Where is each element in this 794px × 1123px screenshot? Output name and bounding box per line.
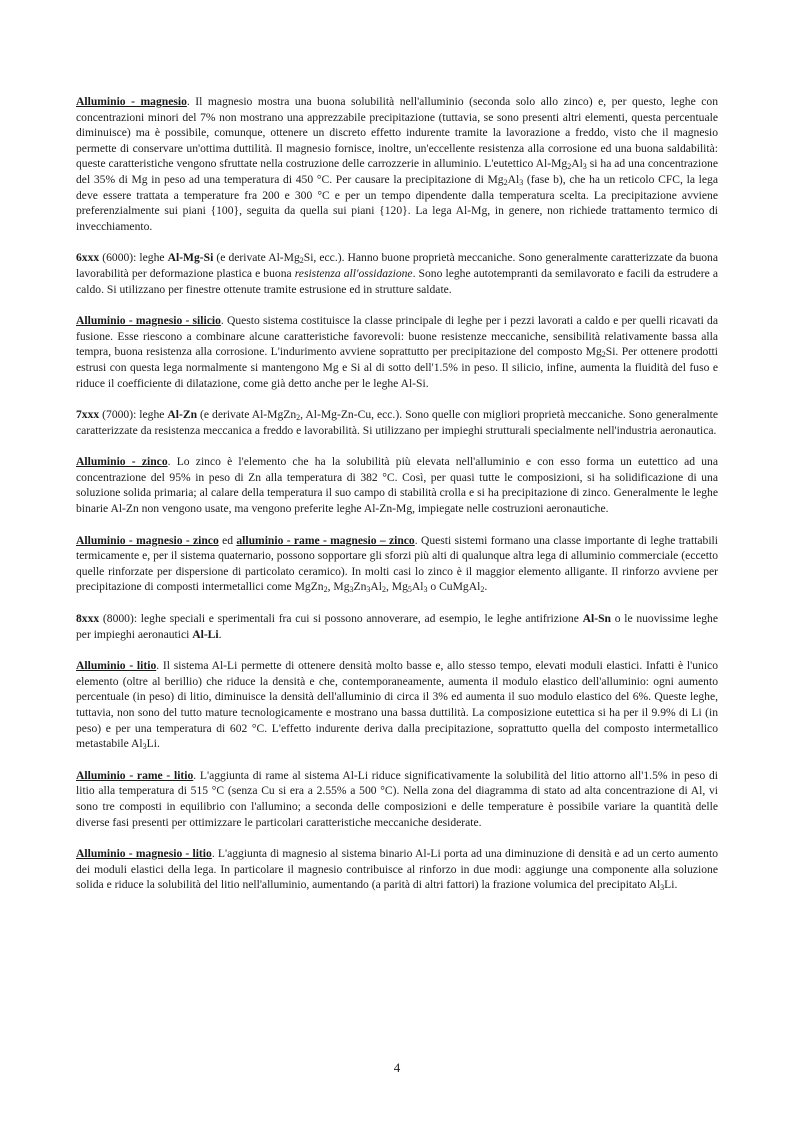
paragraph-al-mg-zn (76, 533, 718, 595)
text: si ha ad una concentrazione del 35% di Mg in peso ad una temperatura di 450 °C. Per causare la precipitazione di Mg (76, 157, 719, 186)
text: . Sono leghe autotempranti da semilavorato e facili da estrudere a caldo. Si utilizzano per finestre ottenute tramite estrusione ed in strutture saldate. (76, 266, 719, 296)
subscript: 2 (381, 585, 386, 595)
section-title-2: alluminio - rame - magnesio – zinco (236, 533, 415, 547)
text: . Questo sistema costituisce la classe principale di leghe per i pezzi lavorati a caldo e per quelli ricavati da fusione. Esse riescono a combinare alcune caratteristiche favorevoli: buone resistenze meccaniche, sensibilità relativamente bassa alla tempra, buona resistenza alla corrosione. L'indurimento avviene soprattutto per precipitazione del composto Mg (76, 314, 718, 359)
section-title: Alluminio - rame - litio (76, 768, 194, 782)
alloy-name: Al-Mg-Si (167, 251, 214, 265)
alloy-name: Al-Zn (167, 408, 198, 422)
series-title: 7xxx (76, 408, 100, 422)
text: . (484, 580, 488, 594)
paragraph-al-cu-li (76, 768, 718, 830)
section-title: Alluminio - zinco (76, 455, 168, 469)
paragraph-6xxx (76, 250, 718, 297)
text: (e derivate Al-MgZn (197, 408, 297, 422)
text: Si. Per ottenere prodotti estrusi con questa lega normalmente si mantengono Mg e Si al di sotto dell'1.5% in peso. Il silicio, infine, aumenta la fluidità del fuso e riduce il coefficiente di dilatazione, come già detto anche per le leghe Al-Si. (76, 345, 719, 390)
paragraph-al-zn (76, 454, 718, 516)
paragraph-8xxx (76, 611, 718, 642)
text: , Mg (327, 580, 350, 594)
subscript: 3 (660, 883, 665, 893)
text: (8000): leghe speciali e sperimentali fra cui si possono annoverare, ad esempio, le leghe antifrizione (99, 612, 583, 626)
paragraph-al-mg-si (76, 313, 718, 391)
section-title: Alluminio - magnesio - zinco (76, 533, 219, 547)
paragraph-7xxx (76, 407, 718, 438)
text: Al (507, 172, 520, 186)
text: . L'aggiunta di magnesio al sistema binario Al-Li porta ad una diminuzione di densità e ad un certo aumento dei moduli elastici della lega. In particolare il magnesio contribuisce al rinforzo in due modi: aggiunge una componente alla soluzione solida e riduce la solubilità del litio nell'alluminio, aumentando (a parità di altri fattori) la frazione volumica del precipitato Al (76, 847, 718, 892)
alloy-name: Al-Li (192, 627, 219, 641)
subscript: 2 (567, 162, 572, 172)
series-title: 6xxx (76, 251, 100, 265)
italic-text: resistenza all'ossidazione (294, 266, 413, 280)
paragraph-al-mg (76, 94, 718, 234)
text: . Lo zinco è l'elemento che ha la solubilità più elevata nell'alluminio e con esso forma un eutettico ad una concentrazione del 95% in peso di Zn alla temperatura di 382 °C. Così, per quasi tutte le composizioni, si ha solidificazione di una soluzione solida primaria; al calare della temperatura il suo campo di stabilità crolla e si ha precipitazione di zinco. Generalmente le leghe binarie Al-Zn non vengono usate, ma vengono preferite leghe Al-Zn-Mg, impiegate nelle costruzioni aeronautiche. (76, 455, 718, 516)
text: . (218, 627, 222, 641)
text: Li. (664, 878, 678, 892)
text: (6000): leghe (99, 251, 168, 265)
document-page (76, 94, 718, 909)
section-title: Alluminio - litio (76, 659, 157, 673)
text: Zn (353, 580, 367, 594)
subscript: 5 (407, 585, 412, 595)
text: Li. (146, 737, 160, 751)
subscript: 3 (519, 177, 524, 187)
text: o CuMgAl (427, 580, 481, 594)
section-title: Alluminio - magnesio - litio (76, 847, 212, 861)
subscript: 2 (503, 177, 508, 187)
text: ed (218, 533, 237, 547)
subscript: 3 (366, 585, 371, 595)
section-title: Alluminio - magnesio - silicio (76, 314, 221, 328)
section-title: Alluminio - magnesio (76, 95, 187, 108)
paragraph-al-mg-li (76, 846, 718, 893)
text: Al (370, 580, 382, 594)
paragraph-al-li (76, 658, 718, 752)
subscript: 3 (142, 742, 147, 752)
subscript: 3 (582, 162, 587, 172)
text: (fase b), che ha un reticolo CFC, la lega deve essere trattata a temperature fra 200 e 300 °C e per un tempo dipendente dalla temperatura scelta. La precipitazione avviene preferenzialmente sui piani {100}, seguita da quella sui piani {120}. La lega Al-Mg, in genere, non richiede trattamento termico di invecchiamento. (76, 172, 718, 233)
subscript: 2 (601, 350, 606, 360)
subscript: 3 (423, 585, 428, 595)
alloy-name: Al-Sn (582, 612, 611, 626)
text: Si, ecc.). Hanno buone proprietà meccaniche. Sono generalmente caratterizzate da buona lavorabilità per deformazione plastica e buona (76, 251, 718, 280)
text: . Il sistema Al-Li permette di ottenere densità molto basse e, allo stesso tempo, elevati moduli elastici. Infatti è l'unico elemento (oltre al berillio) che riduce la densità e che, contemporaneamente, aumenta il modulo elastico dell'alluminio: ogni aumento percentuale (in peso) di litio, diminuisce la densità dell'alluminio di circa il 3% ed aumenta il suo modulo elastico del 6%. Queste leghe, tuttavia, non sono del tutto mature tecnologicamente e mostrano una bassa duttilità. La composizione eutettica si ha per il 9.9% di Li (in peso) e per una temperatura di 602 °C. L'effetto indurente deriva dalla precipitazione, soprattutto quella del composto intermetallico metastabile Al (76, 659, 718, 751)
text: . Questi sistemi formano una classe importante di leghe trattabili termicamente e, per il sistema quaternario, possono sopportare gli sforzi più alti di qualunque altra lega di alluminio commerciale (eccetto quelle rinforzate per dispersione di particolato ceramico). In molti casi lo zinco è il maggior elemento alligante. Il rinforzo avviene per precipitazione di composti intermetallici come MgZn (76, 533, 718, 594)
text: . Il magnesio mostra una buona solubilità nell'alluminio (seconda solo allo zinco) e, per questo, leghe con concentrazioni minori del 7% non mostrano una apprezzabile precipitazione (tuttavia, se sono presenti altri elementi, questa percentuale diminuisce) ma è possibile, comunque, ottenere un discreto effetto indurente tramite la lavorazione a freddo, visto che il magnesio permette di conservare un'ottima duttilità. Il magnesio fornisce, inoltre, un'eccellente resistenza alla corrosione ed una buona saldabilità: queste caratteristiche vengono sfruttate nella costruzione delle carrozzerie in alluminio. L'eutettico Al-Mg (76, 95, 719, 171)
text: (e derivate Al-Mg (213, 251, 300, 265)
text: (7000): leghe (99, 408, 168, 422)
subscript: 2 (299, 256, 304, 266)
subscript: 2 (296, 413, 301, 423)
text: . L'aggiunta di rame al sistema Al-Li riduce significativamente la solubilità del litio attorno all'1.5% in peso di litio alla temperatura di 515 °C (senza Cu si era a 2.55% a 500 °C). Nella zona del diagramma di stato ad alta concentrazione di Al, vi sono tre composti in equilibrio con l'allumino; a seconda delle composizioni e delle temperature è possibile variare la quantità delle diverse fasi presenti per ottimizzare le particolari caratteristiche meccaniche desiderate. (76, 768, 718, 829)
text: , Al-Mg-Zn-Cu, ecc.). Sono quelle con migliori proprietà meccaniche. Sono generalmente caratterizzate da resistenza meccanica a freddo e lavorabilità. Si utilizzano per impieghi strutturali specialmente nell'industria aeronautica. (76, 408, 719, 437)
series-title: 8xxx (76, 612, 100, 626)
text: Al (411, 580, 424, 594)
text: , Mg (385, 580, 408, 594)
subscript: 2 (323, 585, 328, 595)
page-number: 4 (393, 1060, 401, 1075)
subscript: 3 (349, 585, 354, 595)
subscript: 2 (480, 585, 485, 595)
text: o le nuovissime leghe per impieghi aeronautici (76, 612, 718, 641)
text: Al (571, 157, 583, 171)
